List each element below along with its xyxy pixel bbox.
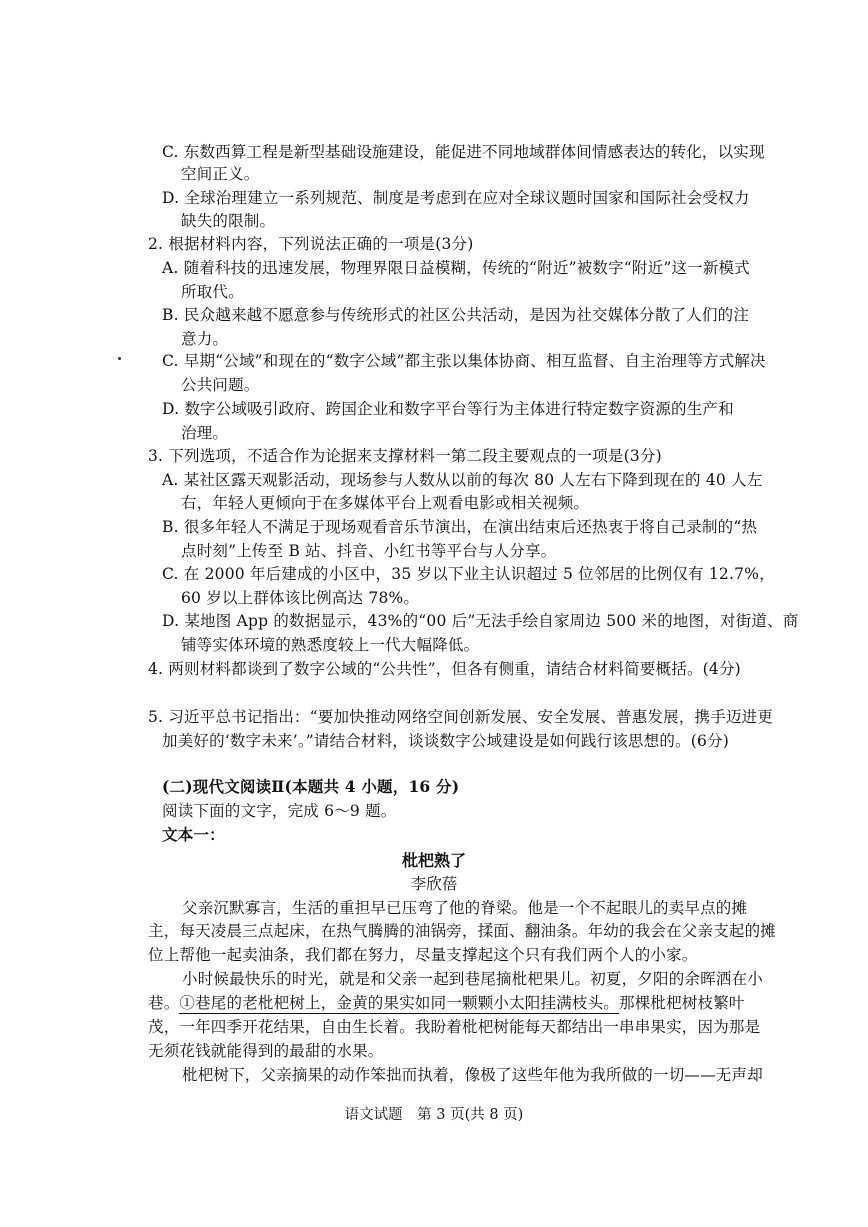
essay-paragraph-2-line2 [148,992,745,1014]
q2-option-a-line2: 所取代。 [181,283,244,301]
page-footer: 语文试题 第 3 页(共 8 页) [344,1107,524,1123]
q3-option-b-line2: 点时刻”上传至 B 站、抖音、小红书等平台与人分享。 [181,542,557,560]
section-heading: (二)现代文阅读Ⅱ(本题共 4 小题，16 分) [162,777,460,796]
essay-author: 李欣蓓 [410,875,458,893]
q3-option-d-line2: 铺等实体环境的熟悉度较上一代大幅降低。 [181,636,480,654]
section-instruction: 阅读下面的文字，完成 6～9 题。 [162,802,397,820]
q1-option-d-line1: D. 全球治理建立一系列规范、制度是考虑到在应对全球议题时国家和国际社会受权力 [162,189,750,207]
q3-option-b-line1: B. 很多年轻人不满足于现场观看音乐节演出，在演出结束后还热衷于将自己录制的“热 [162,518,758,536]
underlined-sentence: ①巷尾的老枇杷树上，金黄的果实如同一颗颗小太阳挂满枝头。 [179,994,620,1012]
essay-paragraph-2-line4: 无须花钱就能得到的最甜的水果。 [148,1042,384,1060]
q2-option-d-line2: 治理。 [181,424,229,442]
essay-paragraph-1-line3: 位上帮他一起卖油条，我们都在努力，尽量支撑起这个只有我们两个人的小家。 [148,946,698,964]
q3-option-c-line2: 60 岁以上群体该比例高达 78%。 [181,589,420,607]
q2-option-c-line2: 公共问题。 [181,376,260,394]
text-one-label: 文本一： [162,825,225,844]
essay-paragraph-3-line1: 枇杷树下，父亲摘果的动作笨拙而执着，像极了这些年他为我所做的一切——无声却 [182,1066,763,1084]
q5-stem-line1: 5. 习近平总书记指出：“要加快推动网络空间创新发展、安全发展、普惠发展，携手迈进更 [148,708,774,726]
q3-option-a-line2: 右，年轻人更倾向于在多媒体平台上观看电影或相关视频。 [181,494,590,512]
q3-option-a-line1: A. 某社区露天观影活动，现场参与人数从以前的每次 80 人左右下降到现在的 40 人左 [162,471,763,489]
q3-option-d-line1: D. 某地图 App 的数据显示，43%的“00 后”无法手绘自家周边 500 米的地图，对街道、商 [162,612,799,630]
essay-paragraph-1-line2: 主，每天凌晨三点起床，在热气腾腾的油锅旁，揉面、翻油条。年幼的我会在父亲支起的摊 [148,922,777,940]
q2-option-b-line1: B. 民众越来越不愿意参与传统形式的社区公共活动，是因为社交媒体分散了人们的注 [162,306,750,324]
essay-paragraph-1-line1: 父亲沉默寡言，生活的重担早已压弯了他的脊梁。他是一个不起眼儿的卖早点的摊 [182,899,748,917]
q2-stem: 2. 根据材料内容，下列说法正确的一项是(3分) [148,235,474,253]
q2-option-a-line1: A. 随着科技的迅速发展，物理界限日益模糊，传统的“附近”被数字“附近”这一新模式 [162,259,750,277]
q5-stem-line2: 加美好的‘数字未来’。”请结合材料，谈谈数字公域建设是如何践行该思想的。(6分) [162,732,729,750]
q2-option-b-line2: 意力。 [181,330,229,348]
q2-option-d-line1: D. 数字公域吸引政府、跨国企业和数字平台等行为主体进行特定数字资源的生产和 [162,400,734,418]
essay-title: 枇杷熟了 [401,851,466,870]
q1-option-c-line1: C. 东数西算工程是新型基础设施建设，能促进不同地域群体间情感表达的转化，以实现 [162,143,765,161]
q4-stem: 4. 两则材料都谈到了数字公域的“公共性”，但各有侧重，请结合材料简要概括。(4分) [148,660,741,678]
q2-option-c-line1: C. 早期“公域”和现在的“数字公域”都主张以集体协商、相互监督、自主治理等方式解决 [162,352,766,370]
margin-dot [118,357,121,360]
essay-text: 巷。 [148,994,180,1012]
essay-text: 那棵枇杷树枝繁叶 [619,994,745,1012]
q1-option-d-line2: 缺失的限制。 [181,212,276,230]
essay-paragraph-2-line1: 小时候最快乐的时光，就是和父亲一起到巷尾摘枇杷果儿。初夏，夕阳的余晖洒在小 [182,970,763,988]
q3-stem: 3. 下列选项，不适合作为论据来支撑材料一第二段主要观点的一项是(3分) [148,447,662,465]
q1-option-c-line2: 空间正义。 [181,165,260,183]
essay-paragraph-2-line3: 茂，一年四季开花结果，自由生长着。我盼着枇杷树能每天都结出一串串果实，因为那是 [148,1018,761,1036]
q3-option-c-line1: C. 在 2000 年后建成的小区中，35 岁以下业主认识超过 5 位邻居的比例仅有 12.7%， [162,565,775,583]
